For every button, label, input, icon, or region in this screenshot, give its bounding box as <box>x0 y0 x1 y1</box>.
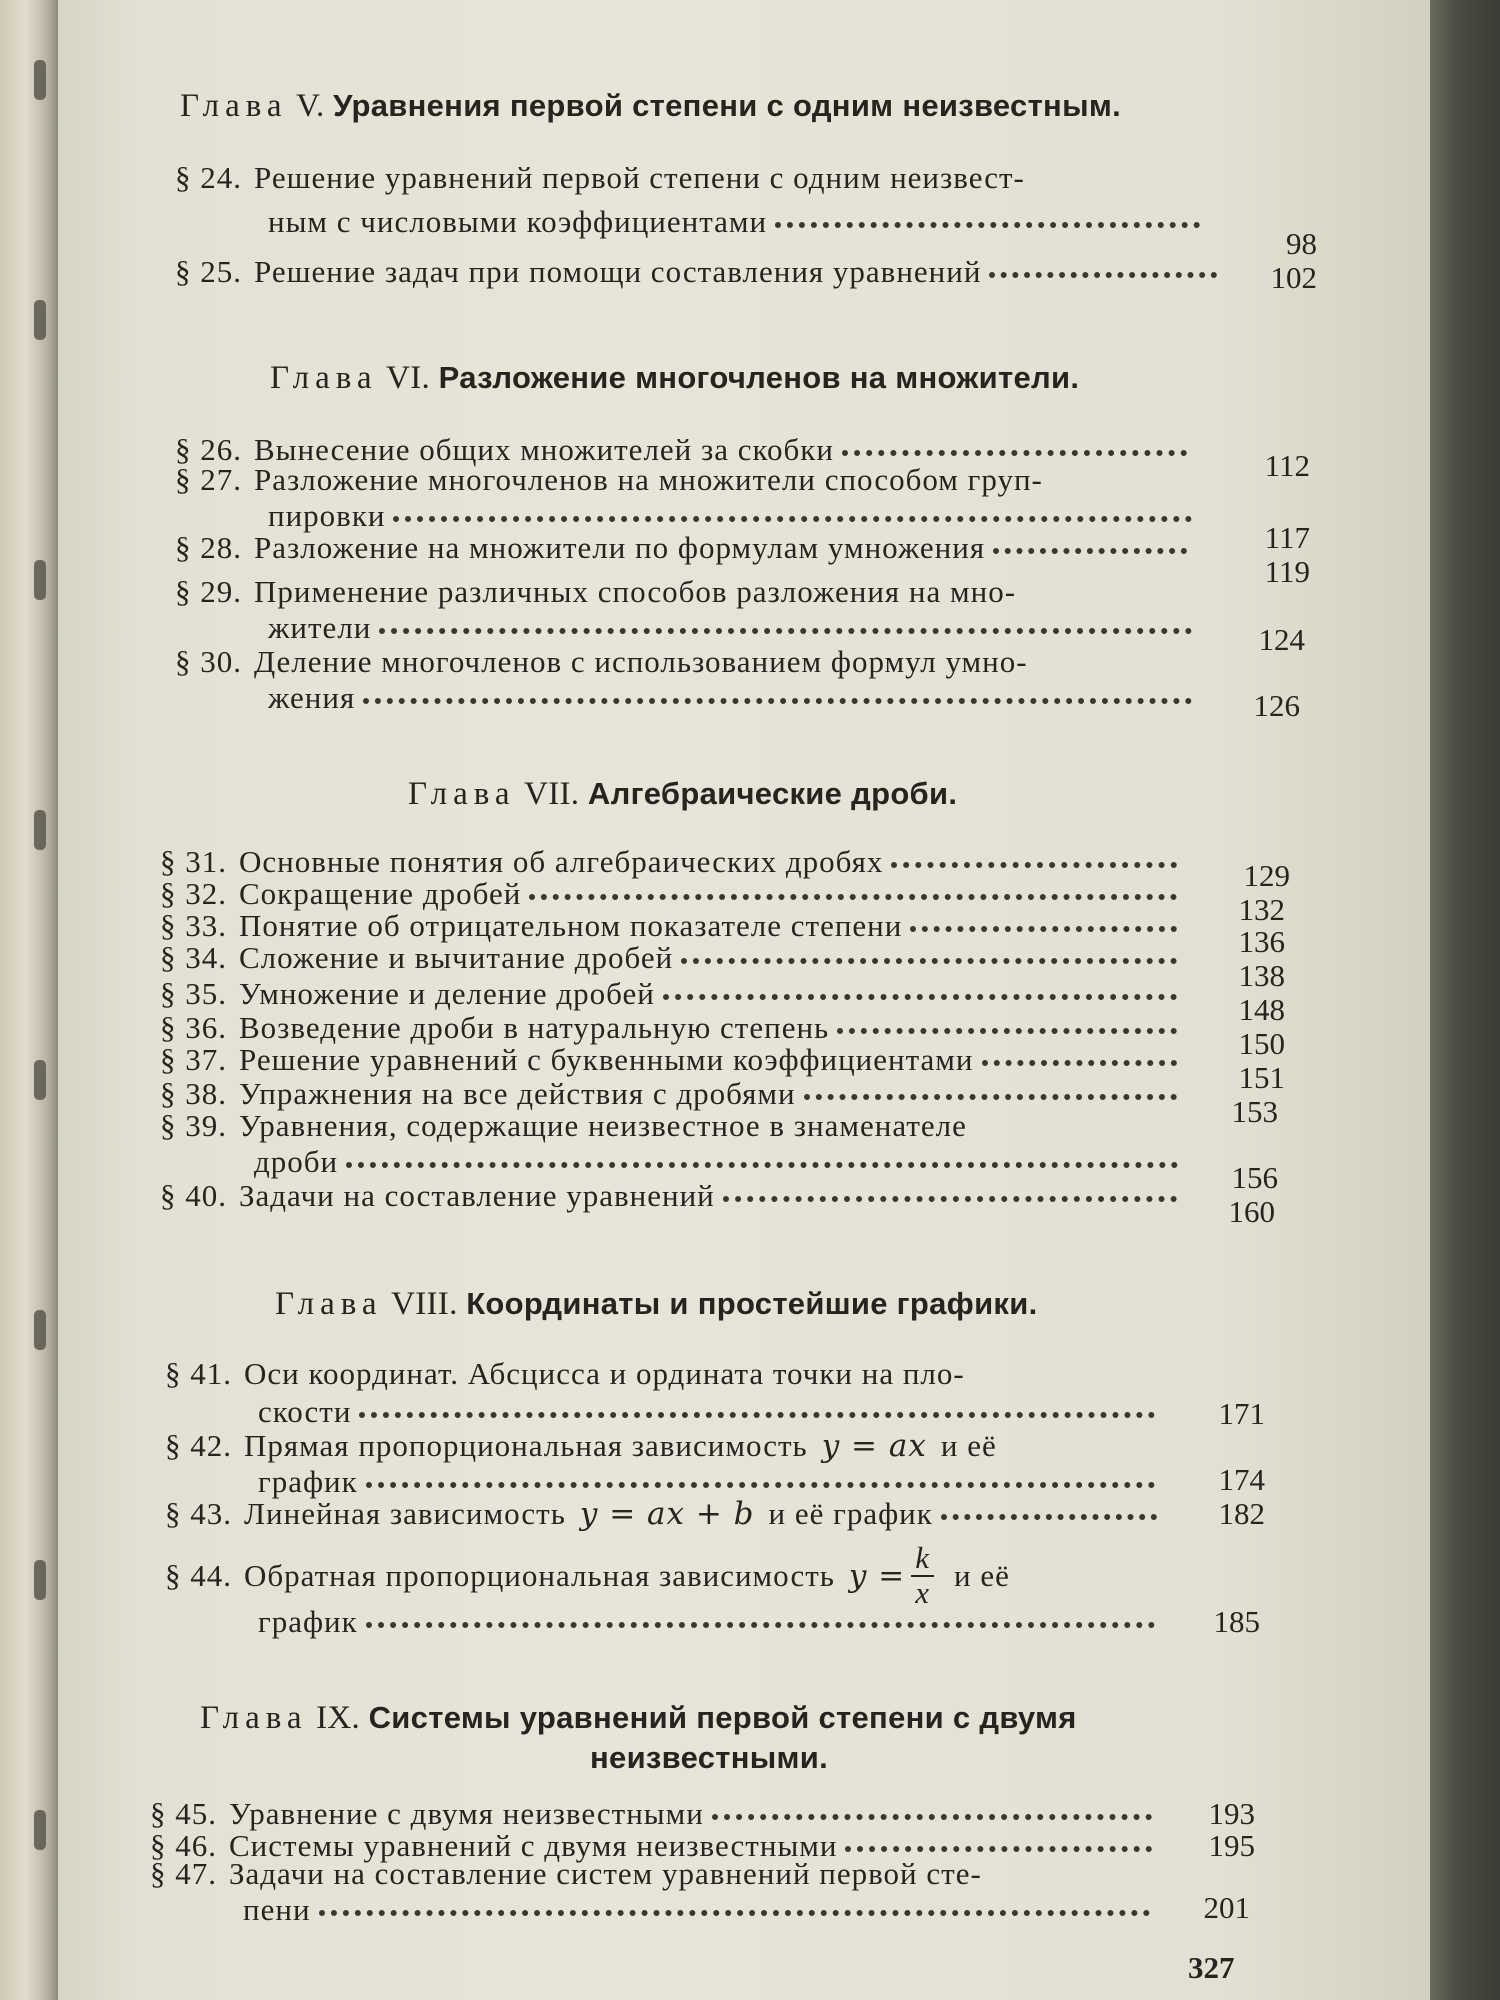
chapter-prefix: Глава <box>200 1700 308 1736</box>
entry-text: Деление многочленов с использованием формул умно- <box>254 644 1028 679</box>
formula: y = ax + b <box>579 1496 755 1532</box>
entry-text: Обратная пропорциональная зависимость <box>244 1558 835 1593</box>
entry-text: ным с числовыми коэффициентами <box>268 204 768 239</box>
dot-leader <box>804 1068 1177 1100</box>
section-number: § 37. <box>160 1042 227 1077</box>
section-number: § 45. <box>150 1796 217 1831</box>
page-ref[interactable]: 138 <box>1238 958 1285 993</box>
chapter-title: Разложение многочленов на множители. <box>438 360 1080 395</box>
entry-text: Возведение дроби в натуральную степень <box>239 1010 830 1045</box>
dot-leader <box>982 1034 1177 1066</box>
dot-leader <box>363 672 1192 704</box>
formula: y = ax <box>821 1428 927 1464</box>
page-ref[interactable]: 174 <box>1218 1462 1265 1497</box>
dot-leader <box>775 196 1200 228</box>
section-number: § 43. <box>165 1496 232 1531</box>
dot-leader <box>837 1002 1177 1034</box>
dot-leader <box>681 932 1177 964</box>
page-ref[interactable]: 151 <box>1238 1060 1285 1095</box>
dot-leader <box>359 1386 1155 1418</box>
entry-text: Основные понятия об алгебраических дробях <box>239 844 884 879</box>
chapter-heading <box>270 360 1079 397</box>
section-number: § 25. <box>175 254 242 289</box>
toc-entry-continued[interactable] <box>268 676 1200 716</box>
chapter-title: Координаты и простейшие графики. <box>466 1286 1038 1321</box>
page-ref[interactable]: 132 <box>1238 892 1285 927</box>
binding-stitch <box>34 1060 46 1100</box>
section-number: § 36. <box>160 1010 227 1045</box>
section-number: § 41. <box>165 1356 232 1391</box>
dot-leader <box>366 1596 1155 1628</box>
chapter-heading-continued <box>590 1740 828 1777</box>
section-number: § 27. <box>175 462 242 497</box>
page-ref[interactable]: 102 <box>1270 260 1317 295</box>
page-ref[interactable]: 129 <box>1243 858 1290 893</box>
chapter-title: Алгебраические дроби. <box>587 776 958 811</box>
page-ref[interactable]: 112 <box>1264 448 1310 483</box>
section-number: § 44. <box>165 1558 232 1593</box>
section-number: § 28. <box>175 530 242 565</box>
toc-entry-continued[interactable] <box>243 1888 1158 1928</box>
toc-entry[interactable] <box>160 1072 1185 1112</box>
page-ref[interactable]: 160 <box>1228 1194 1275 1229</box>
section-number: § 34. <box>160 940 227 975</box>
book-binding <box>0 0 58 2000</box>
entry-text: Уравнение с двумя неизвестными <box>229 1796 704 1831</box>
chapter-number: IX. <box>316 1700 361 1736</box>
chapter-number: VII. <box>524 776 580 812</box>
page-ref[interactable]: 98 <box>1286 226 1317 261</box>
toc-entry-continued[interactable] <box>258 1390 1163 1430</box>
toc-entry-continued[interactable] <box>268 200 1208 240</box>
entry-text: Сложение и вычитание дробей <box>239 940 674 975</box>
entry-text: пени <box>243 1892 311 1927</box>
page-edge-shadow <box>1430 0 1500 2000</box>
chapter-title: неизвестными. <box>590 1740 829 1775</box>
toc-entry[interactable] <box>175 526 1195 566</box>
dot-leader <box>941 1488 1157 1520</box>
entry-text: Прямая пропорциональная зависимость <box>244 1428 808 1463</box>
page-ref[interactable]: 182 <box>1218 1496 1265 1531</box>
dot-leader <box>993 522 1187 554</box>
section-number: § 31. <box>160 844 227 879</box>
page-ref[interactable]: 148 <box>1238 992 1285 1027</box>
entry-text: график <box>258 1604 358 1639</box>
entry-text: Оси координат. Абсцисса и ордината точки на пло- <box>244 1356 965 1391</box>
page-ref[interactable]: 201 <box>1203 1890 1250 1925</box>
binding-stitch <box>34 1310 46 1350</box>
binding-stitch <box>34 60 46 100</box>
dot-leader <box>910 900 1177 932</box>
page-ref[interactable]: 171 <box>1218 1396 1265 1431</box>
chapter-number: VIII. <box>391 1286 458 1322</box>
entry-text: Задачи на составление систем уравнений первой сте- <box>229 1856 982 1891</box>
section-number: § 32. <box>160 876 227 911</box>
entry-text: Сокращение дробей <box>239 876 522 911</box>
entry-text: Уравнения, содержащие неизвестное в знаменателе <box>239 1108 967 1143</box>
page-ref[interactable]: 136 <box>1238 924 1285 959</box>
page-ref[interactable]: 124 <box>1258 622 1305 657</box>
dot-leader <box>319 1884 1150 1916</box>
entry-text: Решение задач при помощи составления уравнений <box>254 254 982 289</box>
entry-text: пировки <box>268 498 386 533</box>
toc-entry[interactable] <box>175 250 1225 290</box>
dot-leader <box>989 246 1217 278</box>
entry-text: Разложение многочленов на множители способом груп- <box>254 462 1043 497</box>
page-ref[interactable]: 117 <box>1264 520 1310 555</box>
entry-text: Понятие об отрицательном показателе степени <box>239 908 903 943</box>
binding-stitch <box>34 1810 46 1850</box>
page-ref[interactable]: 153 <box>1231 1094 1278 1129</box>
chapter-prefix: Глава <box>180 88 288 124</box>
dot-leader <box>393 490 1192 522</box>
chapter-prefix: Глава <box>270 360 378 396</box>
section-number: § 24. <box>175 160 242 195</box>
entry-text: Решение уравнений первой степени с одним неизвест- <box>254 160 1025 195</box>
entry-text: Упражнения на все действия с дробями <box>239 1076 796 1111</box>
binding-stitch <box>34 1560 46 1600</box>
entry-text: и её <box>940 1428 997 1463</box>
page-ref[interactable]: 195 <box>1208 1828 1255 1863</box>
section-number: § 29. <box>175 574 242 609</box>
entry-text: дроби <box>254 1144 339 1179</box>
chapter-title: Системы уравнений первой степени с двумя <box>368 1700 1077 1735</box>
section-number: § 33. <box>160 908 227 943</box>
entry-text: Системы уравнений с двумя неизвестными <box>229 1828 838 1863</box>
entry-text: Разложение на множители по формулам умножения <box>254 530 986 565</box>
section-number: § 39. <box>160 1108 227 1143</box>
dot-leader <box>379 602 1192 634</box>
page-ref[interactable]: 193 <box>1208 1796 1255 1831</box>
entry-text: Умножение и деление дробей <box>239 976 655 1011</box>
binding-stitch <box>34 300 46 340</box>
dot-leader <box>712 1788 1152 1820</box>
dot-leader <box>366 1456 1155 1488</box>
entry-text: и её график <box>768 1496 933 1531</box>
section-number: § 38. <box>160 1076 227 1111</box>
page-number: 327 <box>1188 1950 1235 1985</box>
section-number: § 47. <box>150 1856 217 1891</box>
toc-entry[interactable] <box>160 1174 1185 1214</box>
section-number: § 26. <box>175 432 242 467</box>
page-ref[interactable]: 185 <box>1213 1604 1260 1639</box>
fraction-numerator: k <box>911 1542 934 1577</box>
toc-entry-continued[interactable] <box>268 606 1200 646</box>
entry-text: Решение уравнений с буквенными коэффициентами <box>239 1042 974 1077</box>
chapter-heading <box>275 1286 1038 1323</box>
toc-entry[interactable] <box>165 1492 1165 1532</box>
chapter-heading <box>180 88 1121 125</box>
chapter-title: Уравнения первой степени с одним неизвестным. <box>333 88 1122 123</box>
entry-text: жители <box>268 610 372 645</box>
section-number: § 40. <box>160 1178 227 1213</box>
entry-text: Применение различных способов разложения на мно- <box>254 574 1017 609</box>
toc-entry[interactable] <box>175 160 1205 196</box>
chapter-prefix: Глава <box>275 1286 383 1322</box>
dot-leader <box>529 868 1177 900</box>
dot-leader <box>842 424 1187 456</box>
binding-stitch <box>34 810 46 850</box>
section-number: § 35. <box>160 976 227 1011</box>
section-number: § 30. <box>175 644 242 679</box>
section-number: § 46. <box>150 1828 217 1863</box>
entry-text: жения <box>268 680 356 715</box>
entry-text: и её <box>954 1558 1010 1593</box>
dot-leader <box>891 836 1177 868</box>
chapter-prefix: Глава <box>408 776 516 812</box>
chapter-number: V. <box>296 88 325 124</box>
page-ref[interactable]: 126 <box>1253 688 1300 723</box>
entry-text: график <box>258 1464 358 1499</box>
chapter-heading <box>200 1700 1077 1737</box>
page-ref[interactable]: 156 <box>1231 1160 1278 1195</box>
entry-text: Линейная зависимость <box>244 1496 566 1531</box>
entry-text: Задачи на составление уравнений <box>239 1178 715 1213</box>
dot-leader <box>723 1170 1177 1202</box>
binding-stitch <box>34 560 46 600</box>
page-ref[interactable]: 150 <box>1238 1026 1285 1061</box>
fraction-denominator: x <box>915 1575 930 1610</box>
dot-leader <box>663 968 1177 1000</box>
dot-leader <box>346 1136 1178 1168</box>
entry-text: скости <box>258 1394 352 1429</box>
entry-text: Вынесение общих множителей за скобки <box>254 432 834 467</box>
chapter-heading <box>408 776 957 813</box>
toc-entry-continued[interactable] <box>258 1600 1163 1640</box>
section-number: § 42. <box>165 1428 232 1463</box>
chapter-number: VI. <box>386 360 431 396</box>
formula: y = <box>848 1558 906 1594</box>
page-ref[interactable]: 119 <box>1264 554 1310 589</box>
dot-leader <box>845 1820 1152 1852</box>
